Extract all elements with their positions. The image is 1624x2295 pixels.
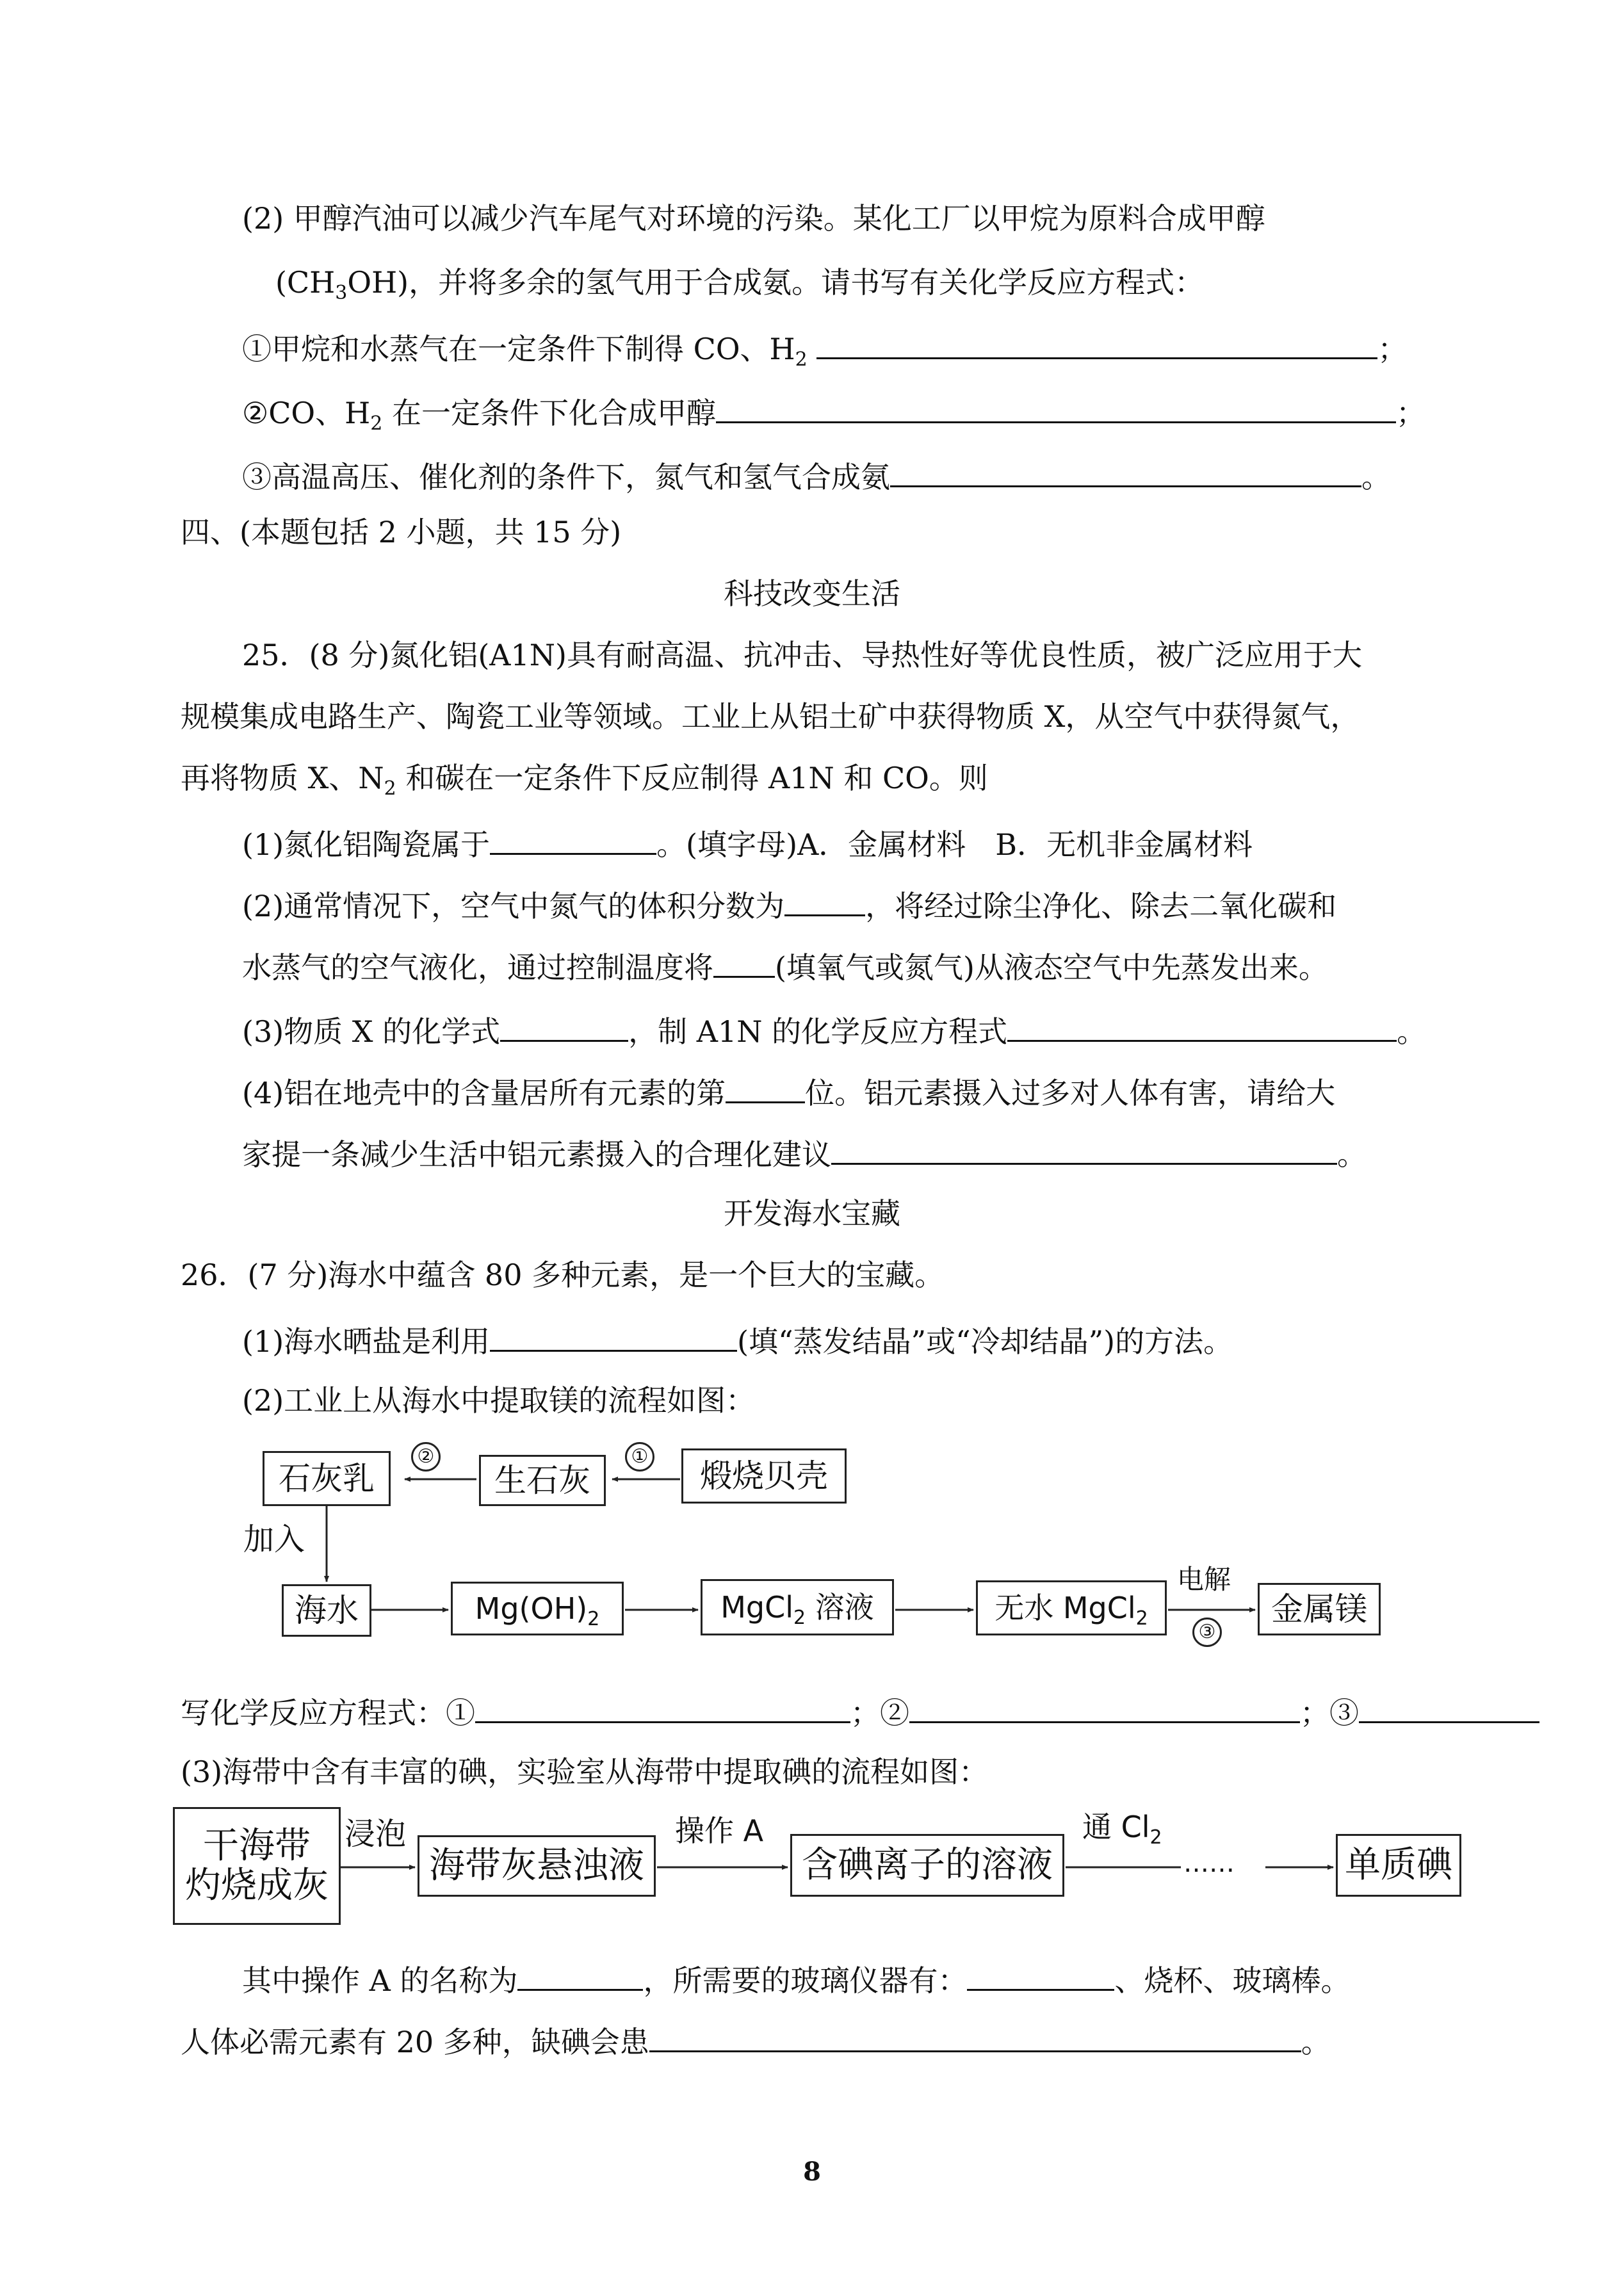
q26-part3: (3)海带中含有丰富的碘，实验室从海带中提取碘的流程如图： [181, 1755, 989, 1789]
flow-box-seawater: 海水 [282, 1584, 371, 1637]
chlorine-label: 通 $Cl_2$ [1082, 1810, 1162, 1849]
q24-item1: ①甲烷和水蒸气在一定条件下制得 CO、$H_2$ ； [242, 332, 1408, 371]
section-heading: 四、(本题包括 2 小题，共 15 分) [181, 515, 622, 549]
flow-box-quicklime: 生石灰 [479, 1455, 606, 1506]
flow-box-mg-hydroxide: $Mg(OH)_2$ [451, 1582, 624, 1635]
subtitle-ocean: 开发海水宝藏 [724, 1196, 900, 1231]
add-label: 加入 [243, 1521, 305, 1557]
q26-line1: 26．(7 分)海水中蕴含 80 多种元素，是一个巨大的宝藏。 [181, 1258, 945, 1292]
q26-part1: (1)海水晒盐是利用 (填“蒸发结晶”或“冷却结晶”)的方法。 [242, 1324, 1233, 1359]
flow-box-anhydrous-mgcl2: 无水 MgCl$_2$ [976, 1580, 1167, 1635]
flow-box-kelp-ash-suspension: 海带灰悬浊液 [418, 1835, 656, 1897]
q25-part2-cont: 水蒸气的空气液化，通过控制温度将 (填氧气或氮气)从液态空气中先蒸发出来。 [242, 950, 1328, 985]
answer-blank[interactable] [517, 1963, 643, 1991]
q26-part2: (2)工业上从海水中提取镁的流程如图： [242, 1383, 756, 1418]
electrolysis-label: 电解 [1177, 1564, 1231, 1595]
step-1-marker: ① [625, 1442, 654, 1472]
q25-part1: (1)氮化铝陶瓷属于 。(填字母)A．金属材料 B．无机非金属材料 [242, 827, 1253, 862]
flow-box-elemental-iodine: 单质碘 [1336, 1834, 1461, 1897]
q25-part4-cont: 家提一条减少生活中铝元素摄入的合理化建议 。 [242, 1137, 1367, 1172]
q26-equations: 写化学反应方程式：① ；② ；③ [181, 1696, 1539, 1728]
flow-box-mgcl2-solution: MgCl$_2$ 溶液 [701, 1579, 894, 1635]
flow-box-dried-kelp: 干海带 灼烧成灰 [173, 1807, 341, 1925]
q25-line1: 25．(8 分)氮化铝(A1N)具有耐高温、抗冲击、导热性好等优良性质，被广泛应用于大 [242, 638, 1362, 672]
operation-a-label: 操作 A [675, 1813, 764, 1848]
flow-box-magnesium: 金属镁 [1258, 1583, 1381, 1635]
q24-item3: ③高温高压、催化剂的条件下，氮气和氢气合成氨 。 [242, 460, 1391, 494]
q24-part2-line1: (2) 甲醇汽油可以减少汽车尾气对环境的污染。某化工厂以甲烷为原料合成甲醇 [242, 201, 1265, 236]
flow-box-limewater: 石灰乳 [263, 1451, 391, 1506]
subtitle-tech: 科技改变生活 [724, 576, 900, 611]
q24-part2-line2: $(CH_3OH)$，并将多余的氢气用于合成氨。请书写有关化学反应方程式： [275, 265, 1205, 305]
q26-iodine-deficiency: 人体必需元素有 20 多种，缺碘会患 。 [181, 2025, 1331, 2059]
q25-part2: (2)通常情况下，空气中氮气的体积分数为 ，将经过除尘净化、除去二氧化碳和 [242, 889, 1337, 923]
step-2-marker: ② [411, 1442, 441, 1472]
q25-line2: 规模集成电路生产、陶瓷工业等领域。工业上从铝土矿中获得物质 X，从空气中获得氮气， [181, 699, 1360, 734]
ellipsis-label: …… [1183, 1849, 1235, 1878]
q25-line3: 再将物质 X、$N_2$ 和碳在一定条件下反应制得 A1N 和 CO。则 [181, 761, 988, 800]
step-3-marker: ③ [1192, 1618, 1222, 1647]
q25-part3: (3)物质 X 的化学式 ，制 A1N 的化学反应方程式 。 [242, 1014, 1427, 1049]
answer-blank[interactable] [649, 2025, 1301, 2052]
answer-blank[interactable] [967, 1963, 1114, 1991]
q26-part3-questions: 其中操作 A 的名称为 ，所需要的玻璃仪器有： 、烧杯、玻璃棒。 [242, 1963, 1351, 1998]
page-number: 8 [803, 2157, 821, 2187]
q25-part4: (4)铝在地壳中的含量居所有元素的第 位。铝元素摄入过多对人体有害，请给大 [242, 1076, 1336, 1110]
flow-box-iodide-solution: 含碘离子的溶液 [790, 1834, 1064, 1897]
q24-item2: ②CO、$H_2$ 在一定条件下化合成甲醇 ； [242, 396, 1425, 435]
soak-label: 浸泡 [345, 1816, 407, 1852]
flow-box-calcined-shells: 煅烧贝壳 [681, 1448, 847, 1504]
